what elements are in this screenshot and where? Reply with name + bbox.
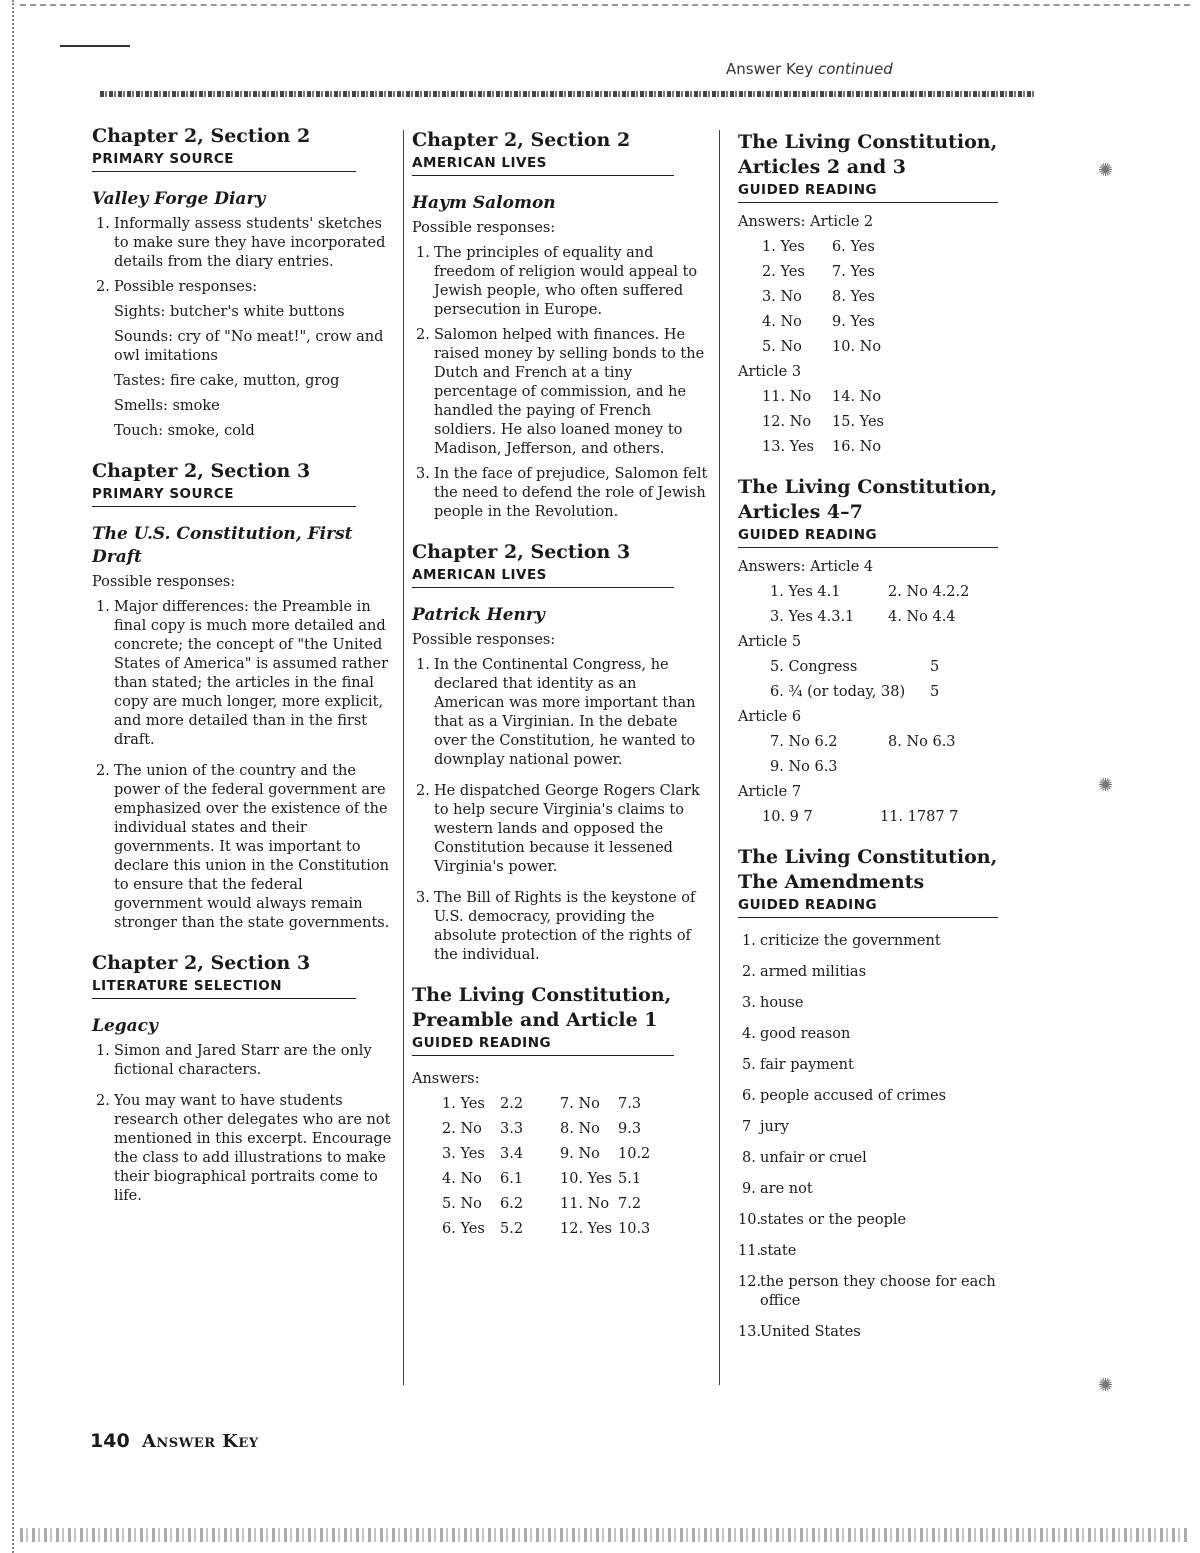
section-title: The Living Constitution, Preamble and Article 1 <box>412 984 672 1031</box>
running-head-prefix: Answer Key <box>726 60 814 78</box>
list-item: 1. Simon and Jared Starr are the only fictional characters. <box>96 1043 372 1078</box>
corner-mark <box>60 45 130 47</box>
section-kicker: LITERATURE SELECTION <box>92 977 356 999</box>
list-item: 3. In the face of prejudice, Salomon felt the need to defend the role of Jewish people in the Revolution. <box>416 466 708 520</box>
list-item: 10. states or the people <box>738 1212 907 1228</box>
item-title: Valley Forge Diary <box>92 189 266 209</box>
page-footer <box>90 1430 259 1452</box>
intro-text: Possible responses: <box>412 632 556 648</box>
column-1 <box>92 124 392 1224</box>
list-item: 1. In the Continental Congress, he declared that identity as an American was more important than that as a Virginian. In the debate over the Constitution, he wanted to downplay national power. <box>416 657 696 768</box>
article-label: Article 7 <box>738 784 802 800</box>
list-item: 1. Informally assess students' sketches to make sure they have incorporated details from the diary entries. <box>96 216 386 270</box>
answers-label: Answers: <box>412 1071 480 1087</box>
list-item: 2. Salomon helped with finances. He raised money by selling bonds to the Dutch and French at a tiny percentage of commission, and he handled the paying of French soldiers. He also loaned money to Madison, Jefferson, and others. <box>416 327 705 457</box>
item-title: Patrick Henry <box>412 605 545 625</box>
section-articles-4-7 <box>738 475 1033 827</box>
section-kicker: PRIMARY SOURCE <box>92 485 356 507</box>
page-number: 140 <box>90 1430 130 1452</box>
scan-speck: ✺ <box>1098 1375 1114 1396</box>
section-legacy <box>92 951 392 1206</box>
running-head-suffix: continued <box>818 60 893 78</box>
section-title: Chapter 2, Section 3 <box>92 952 311 974</box>
section-kicker: GUIDED READING <box>412 1034 674 1056</box>
list-item: 7 jury <box>742 1119 789 1135</box>
sense-line: Sights: butcher's white buttons <box>114 304 345 320</box>
list-item: 1. criticize the government <box>742 933 941 949</box>
section-title: The Living Constitution, Articles 4–7 <box>738 476 998 523</box>
article-label: Article 3 <box>738 364 802 380</box>
list-item: 5. fair payment <box>742 1057 854 1073</box>
answer-table: 10. 9 7 11. 1787 7 <box>762 809 959 825</box>
scan-edge-top <box>20 4 1190 6</box>
section-haym-salomon <box>412 128 710 522</box>
section-title: Chapter 2, Section 2 <box>412 129 631 151</box>
list-item: 1. Major differences: the Preamble in final copy is much more detailed and concrete; the concept of "the United States of America" is assumed rather than stated; the articles in the final copy are much longer, more explicit, and more detailed than in the first draft. <box>96 599 389 748</box>
list-item: 3. house <box>742 995 804 1011</box>
scan-edge-bottom <box>20 1528 1190 1542</box>
section-articles-2-3 <box>738 130 1033 457</box>
sense-line: Sounds: cry of "No meat!", crow and owl imitations <box>114 329 384 364</box>
scan-speck: ✺ <box>1098 160 1114 181</box>
list-item: 13. United States <box>738 1324 861 1340</box>
list-item: 12. the person they choose for each office <box>738 1274 996 1309</box>
list-item: 4. good reason <box>742 1026 851 1042</box>
answer-table: 11. No 14. No 12. No 15. Yes 13. Yes 16. No <box>762 389 885 455</box>
item-title: Haym Salomon <box>412 193 556 213</box>
item-title: The U.S. Constitution, First Draft <box>92 524 353 567</box>
section-kicker: GUIDED READING <box>738 896 998 918</box>
list-item: 2. You may want to have students research other delegates who are not mentioned in this excerpt. Encourage the class to add illustrations to make their biographical portraits come to life. <box>96 1093 392 1204</box>
article-label: Article 5 <box>738 634 802 650</box>
answers-label: Answers: Article 4 <box>738 559 874 575</box>
answer-table: 5. Congress 5 6. ¾ (or today, 38) 5 <box>770 659 940 700</box>
scan-edge-left <box>0 0 14 1553</box>
article-label: Article 6 <box>738 709 802 725</box>
list-item: 1. The principles of equality and freedom of religion would appeal to Jewish people, who often suffered persecution in Europe. <box>416 245 698 318</box>
section-title: The Living Constitution, The Amendments <box>738 846 998 893</box>
section-patrick-henry <box>412 540 710 965</box>
item-title: Legacy <box>92 1016 158 1036</box>
section-kicker: AMERICAN LIVES <box>412 566 674 588</box>
sense-line: Smells: smoke <box>114 398 220 414</box>
footer-label: Answer Key <box>141 1431 259 1452</box>
scan-speck: ✺ <box>1098 775 1114 796</box>
section-kicker: GUIDED READING <box>738 181 998 203</box>
section-title: Chapter 2, Section 3 <box>92 460 311 482</box>
list-item: 2. armed militias <box>742 964 867 980</box>
section-title: Chapter 2, Section 2 <box>92 125 311 147</box>
section-title: Chapter 2, Section 3 <box>412 541 631 563</box>
answer-table: 1. Yes 6. Yes 2. Yes 7. Yes 3. No 8. Yes 4. No 9. Yes 5. No 10. No <box>762 239 882 355</box>
section-title: The Living Constitution, Articles 2 and 3 <box>738 131 998 178</box>
column-3 <box>738 130 1033 1360</box>
column-divider <box>403 130 404 1385</box>
section-amendments <box>738 845 1033 1342</box>
answer-table: 1. Yes 2.2 7. No 7.3 2. No 3.3 8. No 9.3 3. Yes 3.4 9. No 10.2 4. No 6.1 10. Yes 5.1 5. No 6.2 11. No 7.2 6. Yes 5.2 12. Yes 10.3 <box>442 1096 651 1237</box>
list-item: 2. He dispatched George Rogers Clark to help secure Virginia's claims to western lands and opposed the Constitution because it lessened Virginia's power. <box>416 783 700 875</box>
sense-line: Tastes: fire cake, mutton, grog <box>114 373 340 389</box>
section-kicker: GUIDED READING <box>738 526 998 548</box>
column-divider <box>719 130 720 1385</box>
intro-text: Possible responses: <box>412 220 556 236</box>
running-head <box>726 60 893 78</box>
section-constitution-first-draft <box>92 459 392 933</box>
answer-table: 1. Yes 4.1 2. No 4.2.2 3. Yes 4.3.1 4. No 4.4 <box>770 584 970 625</box>
list-item: 8. unfair or cruel <box>742 1150 867 1166</box>
answers-label: Answers: Article 2 <box>738 214 874 230</box>
section-preamble-article-1 <box>412 983 710 1239</box>
list-item: 11. state <box>738 1243 797 1259</box>
list-item: 6. people accused of crimes <box>742 1088 947 1104</box>
list-item: 2. Possible responses: <box>96 279 258 295</box>
sense-line: Touch: smoke, cold <box>114 423 255 439</box>
top-rule <box>100 91 1035 97</box>
section-kicker: AMERICAN LIVES <box>412 154 674 176</box>
senses-list <box>92 303 392 441</box>
section-valley-forge <box>92 124 392 441</box>
list-item: 2. The union of the country and the power of the federal government are emphasized over the existence of the individual states and their governments. It was important to declare this union in the Constitution to ensure that the federal government would always remain stronger than the state governments. <box>96 763 390 931</box>
list-item: 9. are not <box>742 1181 813 1197</box>
intro-text: Possible responses: <box>92 574 236 590</box>
answer-table: 7. No 6.2 8. No 6.3 9. No 6.3 <box>770 734 956 775</box>
section-kicker: PRIMARY SOURCE <box>92 150 356 172</box>
column-2 <box>412 128 710 1257</box>
list-item: 3. The Bill of Rights is the keystone of U.S. democracy, providing the absolute protection of the rights of the individual. <box>416 890 696 963</box>
